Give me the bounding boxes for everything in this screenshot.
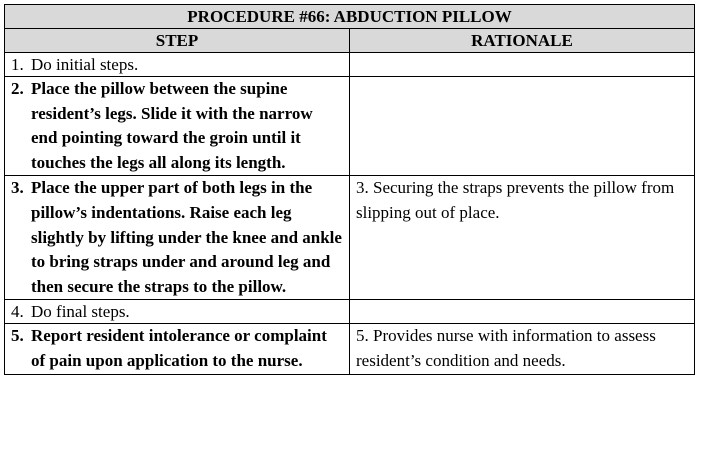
table-row <box>5 53 695 77</box>
step-number: 5. <box>11 326 24 346</box>
step-number: 3. <box>11 178 24 198</box>
column-header-row <box>5 29 695 53</box>
step-cell <box>5 324 350 374</box>
step-cell <box>5 300 350 324</box>
table-row <box>5 324 695 374</box>
step-cell <box>5 176 350 300</box>
step-text: Do final steps. <box>31 302 130 322</box>
rationale-cell <box>350 53 695 77</box>
step-cell <box>5 53 350 77</box>
step-column-header: STEP <box>5 29 350 53</box>
step-number: 4. <box>11 302 24 322</box>
step-text: Place the upper part of both legs in the pillow’s indentations. Raise each leg slightly by lifting under the knee and ankle to bring straps under and around leg and then secure the straps to the pillow. <box>31 178 342 296</box>
step-text: Place the pillow between the supine resident’s legs. Slide it with the narrow end pointing toward the groin until it touches the legs all along its length. <box>31 79 313 172</box>
rationale-cell: 5. Provides nurse with information to assess resident’s condition and needs. <box>350 324 695 374</box>
procedure-title: PROCEDURE #66: ABDUCTION PILLOW <box>5 5 695 29</box>
rationale-column-header: RATIONALE <box>350 29 695 53</box>
table-row <box>5 176 695 300</box>
title-row <box>5 5 695 29</box>
step-text: Report resident intolerance or complaint of pain upon application to the nurse. <box>31 326 327 370</box>
rationale-cell <box>350 77 695 176</box>
rationale-cell <box>350 300 695 324</box>
table-row <box>5 300 695 324</box>
rationale-cell: 3. Securing the straps prevents the pillow from slipping out of place. <box>350 176 695 300</box>
step-number: 1. <box>11 55 24 74</box>
step-text: Do initial steps. <box>31 55 139 74</box>
table-row <box>5 77 695 176</box>
step-cell <box>5 77 350 176</box>
step-number: 2. <box>11 79 24 98</box>
procedure-table <box>4 4 695 375</box>
